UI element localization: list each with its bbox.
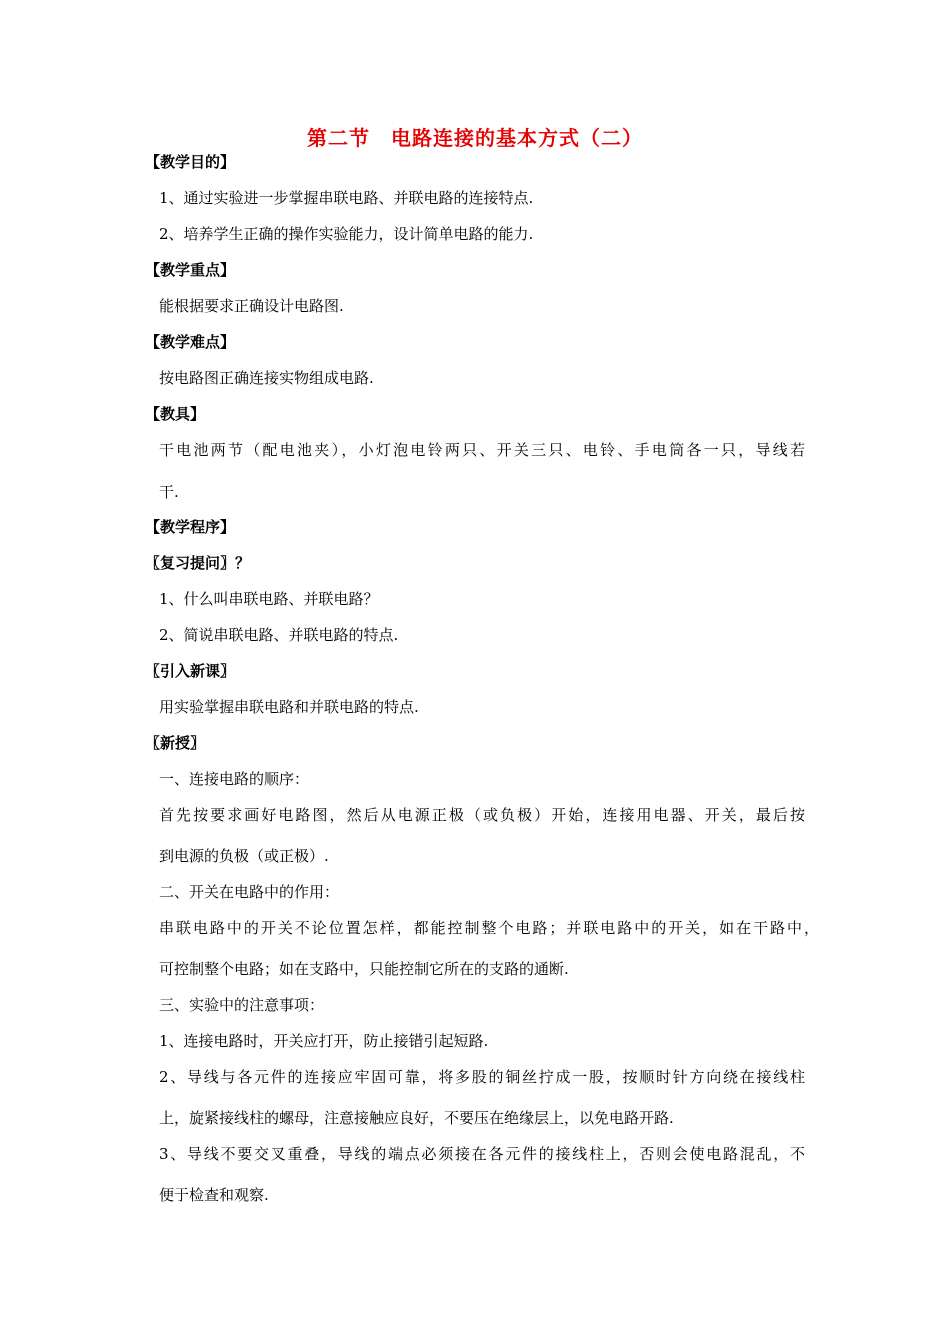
objectives-heading: 【教学目的】: [145, 153, 236, 171]
procedure-heading: 【教学程序】: [145, 518, 236, 536]
difficulty-text: 按电路图正确连接实物组成电路.: [159, 369, 374, 387]
review-heading: 〖复习提问〗？: [145, 554, 251, 572]
note-3-line-1: 3、导线不要交叉重叠，导线的端点必须接在各元件的接线柱上，否则会使电路混乱，不: [159, 1145, 805, 1163]
note-1: 1、连接电路时，开关应打开，防止接错引起短路.: [159, 1032, 489, 1050]
part1-text-line-2: 到电源的负极（或正极）.: [159, 847, 329, 865]
part2-title: 二、开关在电路中的作用：: [159, 883, 340, 901]
note-2-line-2: 上，旋紧接线柱的螺母，注意接触应良好，不要压在绝缘层上，以免电路开路.: [159, 1109, 674, 1127]
note-3-line-2: 便于检查和观察.: [159, 1186, 269, 1204]
objective-item-2: 2、培养学生正确的操作实验能力，设计简单电路的能力.: [159, 225, 534, 243]
intro-heading: 〖引入新课〗: [145, 662, 236, 680]
part1-title: 一、连接电路的顺序：: [159, 770, 310, 788]
review-item-2: 2、简说串联电路、并联电路的特点.: [159, 626, 399, 644]
key-point-text: 能根据要求正确设计电路图.: [159, 297, 344, 315]
part2-text-line-2: 可控制整个电路；如在支路中，只能控制它所在的支路的通断.: [159, 960, 569, 978]
document-title: 第二节 电路连接的基本方式（二）: [307, 126, 643, 150]
equipment-text-line-2: 干.: [159, 483, 179, 501]
difficulty-heading: 【教学难点】: [145, 333, 236, 351]
key-point-heading: 【教学重点】: [145, 261, 236, 279]
part1-text-line-1: 首先按要求画好电路图，然后从电源正极（或负极）开始，连接用电器、开关，最后按: [159, 806, 805, 824]
intro-text: 用实验掌握串联电路和并联电路的特点.: [159, 698, 419, 716]
equipment-heading: 【教具】: [145, 405, 206, 423]
note-2-line-1: 2、导线与各元件的连接应牢固可靠，将多股的铜丝拧成一股，按顺时针方向绕在接线柱: [159, 1068, 805, 1086]
new-lesson-heading: 〖新授〗: [145, 734, 206, 752]
review-item-1: 1、什么叫串联电路、并联电路？: [159, 590, 379, 608]
equipment-text-line-1: 干电池两节（配电池夹），小灯泡电铃两只、开关三只、电铃、手电筒各一只，导线若: [159, 441, 805, 459]
part2-text-line-1: 串联电路中的开关不论位置怎样，都能控制整个电路；并联电路中的开关，如在干路中，: [159, 919, 819, 937]
part3-title: 三、实验中的注意事项：: [159, 996, 325, 1014]
objective-item-1: 1、通过实验进一步掌握串联电路、并联电路的连接特点.: [159, 189, 534, 207]
